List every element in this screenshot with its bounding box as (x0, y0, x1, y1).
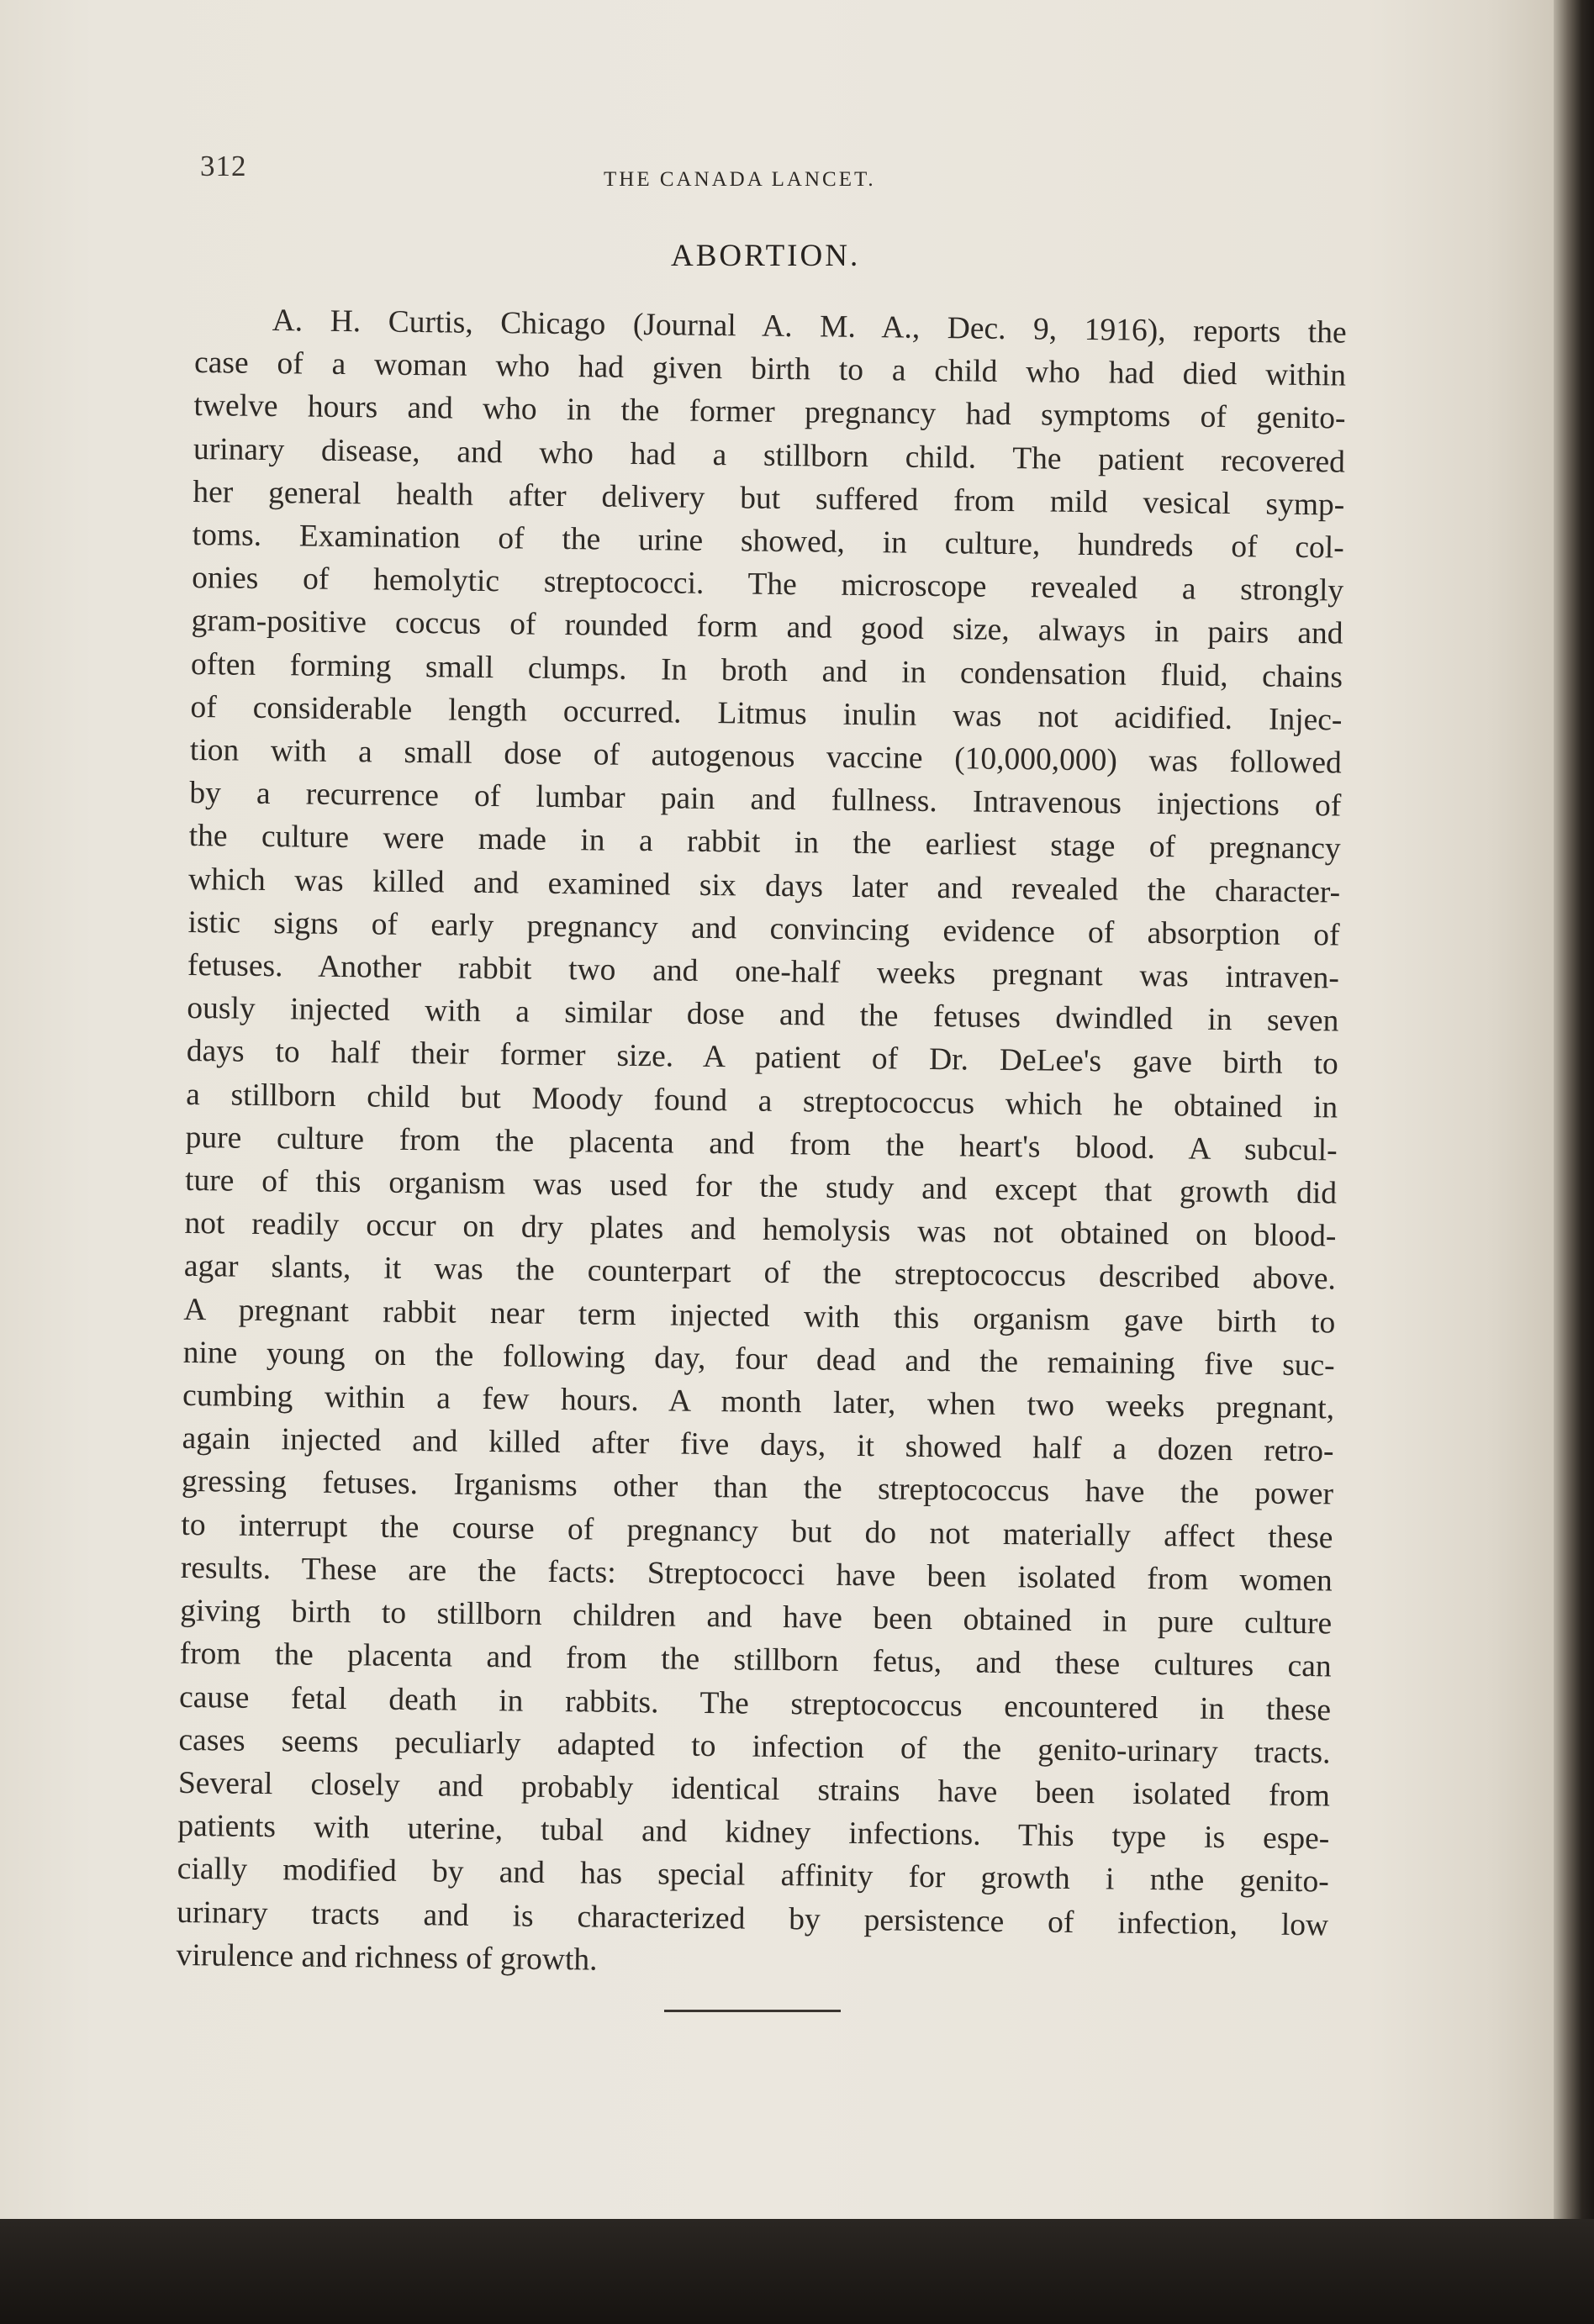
body-line: gram-positive coccus of rounded form and good size, always in pairs and (191, 603, 1343, 651)
body-line: cially modified by and has special affinity for growth i nthe genito- (177, 1852, 1329, 1900)
body-line: from the placenta and from the stillborn fetus, and these cultures can (179, 1636, 1332, 1684)
body-line: Several closely and probably identical strains have been isolated from (177, 1765, 1331, 1814)
body-line: case of a woman who had given birth to a child who had died within (193, 345, 1347, 393)
body-line: twelve hours and who in the former pregnancy had symptoms of genito- (193, 388, 1346, 436)
page-number: 312 (200, 150, 247, 182)
body-line: urinary tracts and is characterized by persistence of infection, low (176, 1895, 1329, 1942)
body-line: not readily occur on dry plates and hemolysis was not obtained on blood- (184, 1206, 1337, 1254)
body-line: urinary disease, and who had a stillborn child. The patient recovered (193, 431, 1346, 480)
body-line: nine young on the following day, four dead and the remaining five suc- (182, 1335, 1335, 1383)
body-line: results. These are the facts: Streptococci have been isolated from women (180, 1550, 1333, 1599)
body-line: of considerable length occurred. Litmus inulin was not acidified. Injec- (190, 689, 1343, 738)
body-line: the culture were made in a rabbit in the earliest stage of pregnancy (188, 819, 1341, 867)
article-body (176, 298, 1347, 1989)
body-line: A pregnant rabbit near term injected with this organism gave birth to (183, 1292, 1336, 1341)
body-line: ously injected with a similar dose and the fetuses dwindled in seven (187, 991, 1339, 1039)
body-line: her general health after delivery but suffered from mild vesical symp- (193, 474, 1345, 523)
body-line: by a recurrence of lumbar pain and fullness. Intravenous injections of (189, 776, 1342, 824)
body-line: gressing fetuses. Irganisms other than the streptococcus have the power (181, 1464, 1334, 1512)
body-line: ture of this organism was used for the study and except that growth did (184, 1162, 1338, 1211)
body-line: to interrupt the course of pregnancy but do not materially affect these (181, 1507, 1333, 1556)
body-line: cases seems peculiarly adapted to infection of the genito-urinary tracts. (178, 1722, 1331, 1771)
body-line: A. H. Curtis, Chicago (Journal A. M. A., Dec. 9, 1916), reports the (272, 303, 1347, 350)
body-line: virulence and richness of growth. (176, 1937, 598, 1978)
running-head: THE CANADA LANCET. (604, 168, 876, 191)
body-line: tion with a small dose of autogenous vaccine (10,000,000) was followed (189, 732, 1343, 781)
article-title: ABORTION. (671, 239, 861, 273)
body-line: fetuses. Another rabbit two and one-half weeks pregnant was intraven- (187, 947, 1340, 996)
body-line: cause fetal death in rabbits. The streptococcus encountered in these (178, 1679, 1332, 1727)
scan-background (0, 2219, 1594, 2324)
body-line: agar slants, it was the counterpart of the streptococcus described above. (183, 1249, 1337, 1297)
body-line: a stillborn child but Moody found a streptococcus which he obtained in (186, 1077, 1338, 1125)
body-line: which was killed and examined six days later and revealed the character- (187, 862, 1341, 910)
section-divider (664, 2010, 841, 2012)
body-line: onies of hemolytic streptococci. The microscope revealed a strongly (191, 561, 1344, 609)
body-line: giving birth to stillborn children and have been obtained in pure culture (180, 1593, 1333, 1642)
body-line: cumbing within a few hours. A month later, when two weeks pregnant, (182, 1378, 1335, 1426)
page-edge-shadow (1554, 0, 1594, 2324)
body-line: toms. Examination of the urine showed, in culture, hundreds of col- (192, 517, 1344, 566)
body-line: days to half their former size. A patient of Dr. DeLee's gave birth to (186, 1034, 1338, 1082)
body-line: often forming small clumps. In broth and in condensation fluid, chains (190, 646, 1343, 695)
body-line: pure culture from the placenta and from the heart's blood. A subcul- (185, 1120, 1338, 1168)
body-line: again injected and killed after five days, it showed half a dozen retro- (182, 1421, 1334, 1469)
body-line: istic signs of early pregnancy and convincing evidence of absorption of (187, 904, 1340, 953)
body-line: patients with uterine, tubal and kidney infections. This type is espe- (177, 1808, 1330, 1857)
